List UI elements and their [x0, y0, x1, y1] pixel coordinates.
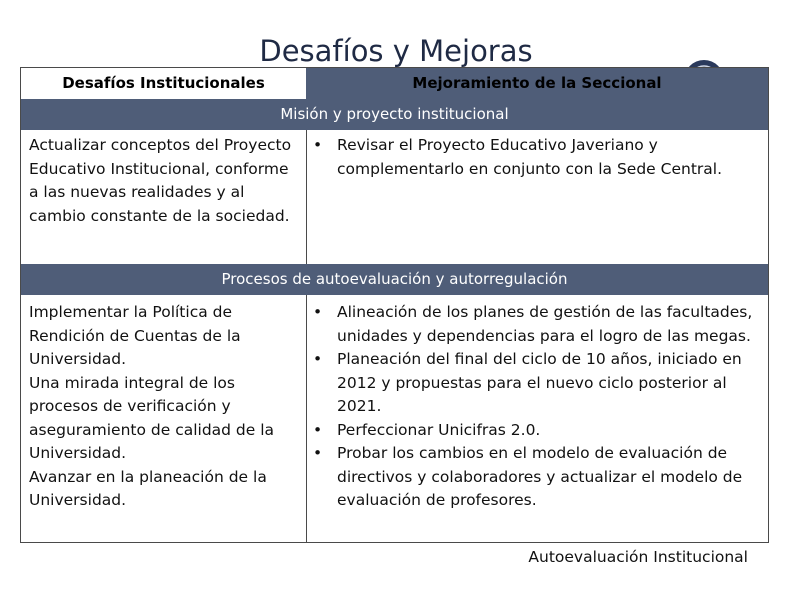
improvement-bullet: • Revisar el Proyecto Educativo Javeriano y complementarlo en conjunto con la Sede Central.: [309, 134, 761, 181]
challenge-text: Una mirada integral de los procesos de verificación y aseguramiento de calidad de la Universidad.: [29, 373, 275, 462]
section-self-evaluation-improvements: [309, 301, 761, 513]
column-divider: [306, 130, 307, 264]
section-self-evaluation-challenges: [29, 301, 299, 513]
section-mission-improvements: [309, 134, 761, 181]
column-header-improvements: Mejoramiento de la Seccional: [306, 68, 768, 99]
improvement-bullet: • Alineación de los planes de gestión de las facultades, unidades y dependencias para el logro de las megas.: [309, 301, 761, 348]
improvement-bullet: • Planeación del final del ciclo de 10 años, iniciado en 2012 y propuestas para el nuevo ciclo posterior al 2021.: [309, 348, 761, 419]
challenges-table: [20, 67, 769, 543]
slide-title: Desafíos y Mejoras: [259, 34, 533, 68]
challenge-text: Avanzar en la planeación de la Universidad.: [29, 467, 267, 509]
challenge-text: Implementar la Política de Rendición de Cuentas de la Universidad.: [29, 303, 241, 368]
challenge-text: Actualizar conceptos del Proyecto Educativo Institucional, conforme a las nuevas realidades y al cambio constante de la sociedad.: [29, 136, 292, 225]
section-mission-challenges: [29, 134, 299, 228]
section-heading-mission: Misión y proyecto institucional: [21, 99, 768, 130]
slide-footer: Autoevaluación Institucional: [528, 548, 748, 566]
improvement-bullet: • Perfeccionar Unicifras 2.0.: [309, 419, 761, 443]
column-header-challenges: Desafíos Institucionales: [21, 68, 306, 99]
section-heading-self-evaluation: Procesos de autoevaluación y autorregulación: [21, 264, 768, 295]
column-divider: [306, 295, 307, 542]
improvement-bullet: • Probar los cambios en el modelo de evaluación de directivos y colaboradores y actualizar el modelo de evaluación de profesores.: [309, 442, 761, 513]
